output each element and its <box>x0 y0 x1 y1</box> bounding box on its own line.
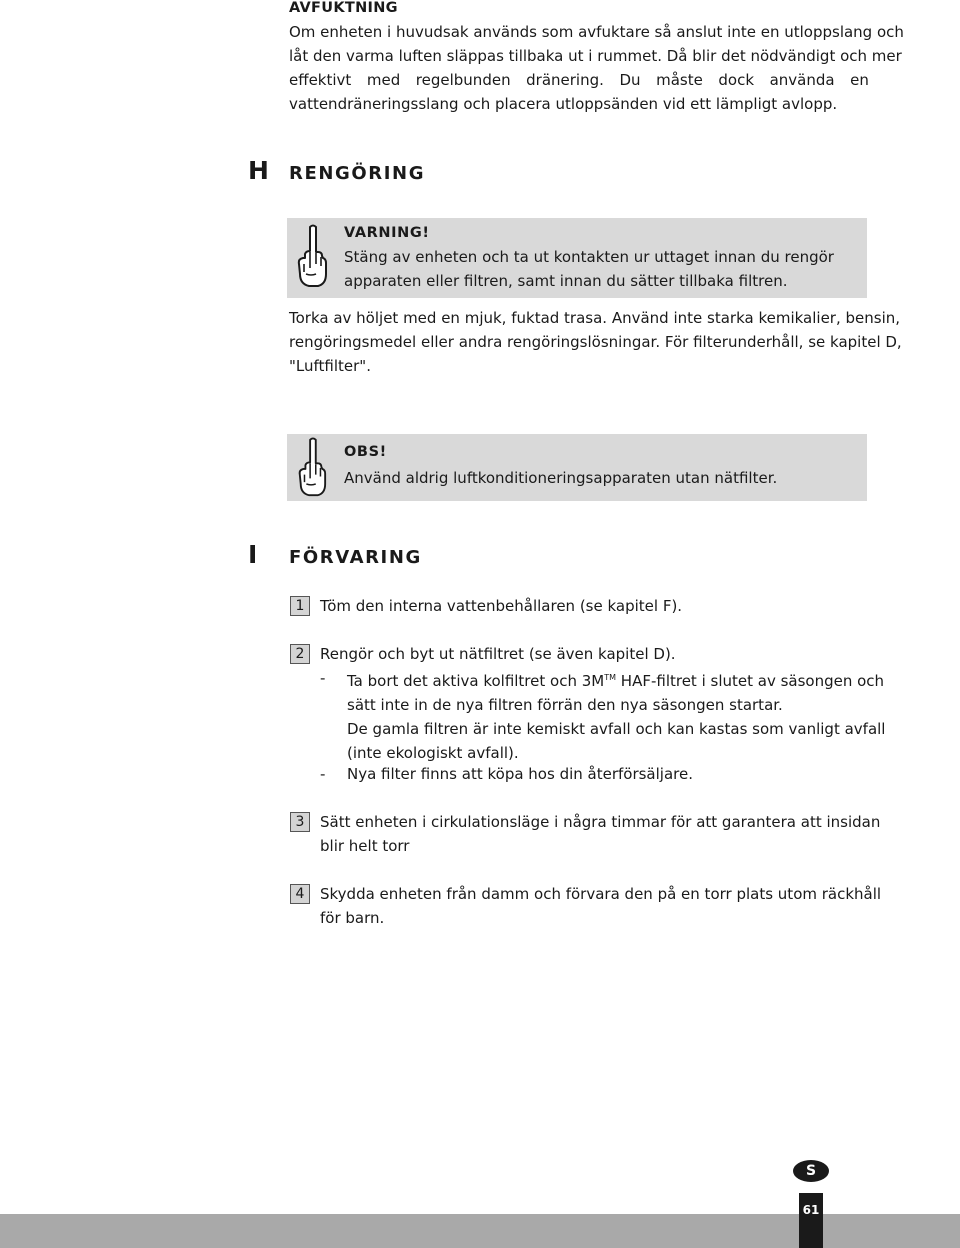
dehumidify-paragraph <box>289 20 904 116</box>
section-i-title: FÖRVARING <box>289 547 422 568</box>
note-title: OBS! <box>344 444 387 460</box>
step-number-box: 3 <box>290 812 310 832</box>
bullet-line: sätt inte in de nya filtren förrän den nya säsongen startar. <box>347 696 783 714</box>
justified-word: effektivt <box>289 71 352 89</box>
cleaning-line: Torka av höljet med en mjuk, fuktad trasa. Använd inte starka kemikalier, bensin, <box>289 309 901 327</box>
note-text: Använd aldrig luftkonditioneringsapparaten utan nätfilter. <box>344 469 778 487</box>
page-number: 61 <box>799 1193 823 1248</box>
bullet-line: Ta bort det aktiva kolfiltret och 3M™ HAF-filtret i slutet av säsongen och <box>347 672 885 690</box>
note-box <box>287 434 867 501</box>
step-line: Skydda enheten från damm och förvara den på en torr plats utom räckhåll <box>320 885 882 903</box>
warning-title: VARNING! <box>344 225 430 241</box>
bullet-text: Nya filter finns att köpa hos din återförsäljare. <box>347 765 693 783</box>
dehumidify-heading: AVFUKTNING <box>289 0 398 16</box>
step-line: för barn. <box>320 909 385 927</box>
dehumidify-line: låt den varma luften släppas tillbaka ut i rummet. Då blir det nödvändigt och mer <box>289 47 902 65</box>
section-h-title: RENGÖRING <box>289 163 426 184</box>
step-text: Rengör och byt ut nätfiltret (se även kapitel D). <box>320 645 676 663</box>
step-text <box>320 882 881 930</box>
step-number-box: 4 <box>290 884 310 904</box>
cleaning-line: "Luftfilter". <box>289 357 371 375</box>
bullet-dash: - <box>320 669 326 687</box>
dehumidify-line <box>289 68 869 92</box>
step-line: blir helt torr <box>320 837 410 855</box>
cleaning-line: rengöringsmedel eller andra rengöringslösningar. För filterunderhåll, se kapitel D, <box>289 333 902 351</box>
step-text <box>320 810 880 858</box>
step-line: Sätt enheten i cirkulationsläge i några timmar för att garantera att insidan <box>320 813 881 831</box>
section-h-letter: H <box>248 156 269 185</box>
justified-word: med <box>366 71 401 89</box>
justified-word: Du <box>619 71 641 89</box>
bullet-text <box>347 666 886 765</box>
dehumidify-line: vattendräneringsslang och placera utloppsänden vid ett lämpligt avlopp. <box>289 95 838 113</box>
bullet-dash: - <box>320 765 326 783</box>
justified-word: dränering. <box>526 71 604 89</box>
step-number-box: 1 <box>290 596 310 616</box>
bullet-line: De gamla filtren är inte kemiskt avfall och kan kastas som vanligt avfall <box>347 720 886 738</box>
pointing-hand-icon <box>296 224 328 290</box>
justified-word: använda <box>769 71 835 89</box>
justified-word: regelbunden <box>415 71 511 89</box>
warning-text <box>344 245 834 293</box>
justified-word: dock <box>718 71 755 89</box>
warning-line: Stäng av enheten och ta ut kontakten ur uttaget innan du rengör <box>344 248 834 266</box>
dehumidify-line: Om enheten i huvudsak används som avfuktare så anslut inte en utloppslang och <box>289 23 904 41</box>
pointing-hand-icon <box>296 437 328 499</box>
language-badge: S <box>793 1160 829 1182</box>
justified-word: måste <box>656 71 703 89</box>
bullet-line: (inte ekologiskt avfall). <box>347 744 519 762</box>
step-number-box: 2 <box>290 644 310 664</box>
warning-box <box>287 218 867 298</box>
section-i-letter: I <box>248 540 258 569</box>
justified-word: en <box>850 71 869 89</box>
trademark-mark: TM <box>604 673 617 682</box>
cleaning-paragraph <box>289 306 902 378</box>
warning-line: apparaten eller filtren, samt innan du sätter tillbaka filtren. <box>344 272 788 290</box>
step-text: Töm den interna vattenbehållaren (se kapitel F). <box>320 597 683 615</box>
